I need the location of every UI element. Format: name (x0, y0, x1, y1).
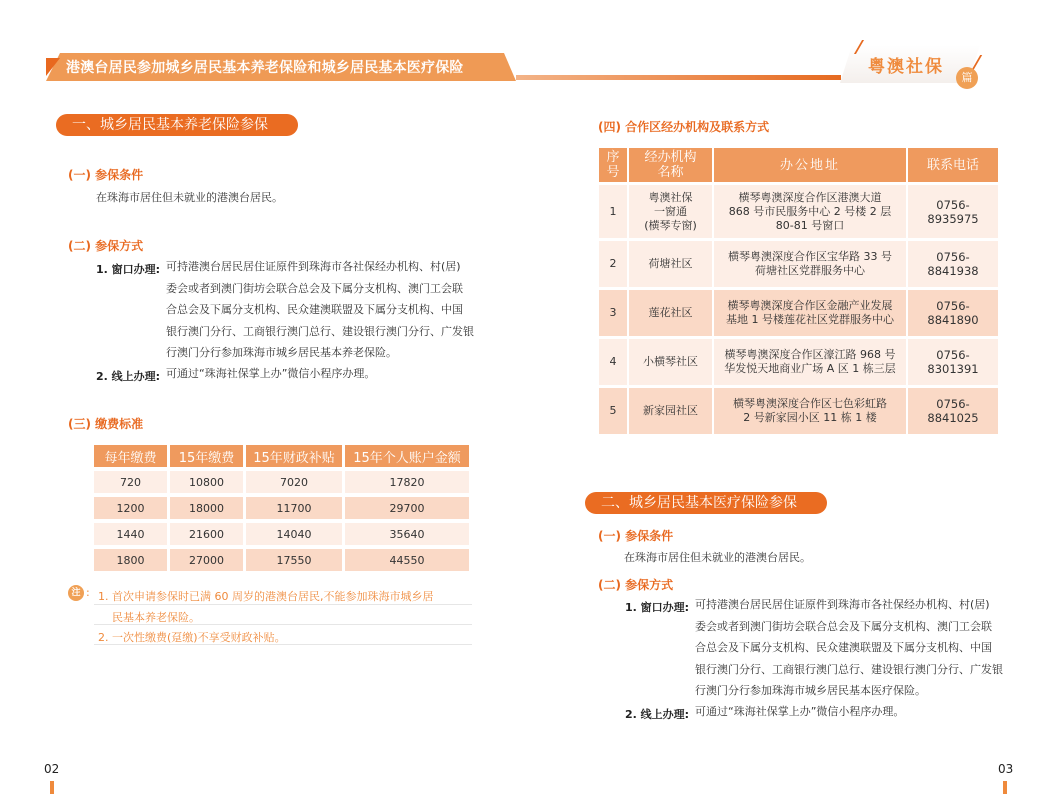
col-header-agency: 经办机构 名称 (629, 148, 712, 182)
row-address: 横琴粤澳深度合作区宝华路 33 号 荷塘社区党群服务中心 (714, 241, 906, 287)
agency-heading: (四) 合作区经办机构及联系方式 (598, 120, 770, 134)
table-row (599, 185, 998, 238)
page-number-right: 03 (998, 762, 1014, 776)
medical-method-heading: (二) 参保方式 (598, 578, 674, 592)
table-row: 720 10800 7020 17820 (94, 471, 469, 493)
table-row: 1200 18000 11700 29700 (94, 497, 469, 519)
page-number-left: 02 (44, 762, 60, 776)
note-colon: : (86, 586, 90, 599)
table-row: 1440 21600 14040 35640 (94, 523, 469, 545)
col-header-address: 办公地址 (714, 148, 906, 182)
table-row: 1800 27000 17550 44550 (94, 549, 469, 571)
medical-online-text: 可通过“珠海社保掌上办”微信小程序办理。 (695, 705, 905, 718)
row-phone: 0756-8841025 (908, 388, 998, 434)
note-divider (94, 624, 472, 625)
row-agency: 莲花社区 (629, 290, 712, 336)
row-agency: 荷塘社区 (629, 241, 712, 287)
note-line-1: 1. 首次申请参保时已满 60 周岁的港澳台居民,不能参加珠海市城乡居 (98, 590, 434, 603)
row-no: 4 (599, 339, 627, 385)
row-no: 5 (599, 388, 627, 434)
agency-contact-table (597, 145, 1000, 437)
row-agency: 粤澳社保 一窗通 (横琴专窗) (629, 185, 712, 238)
document-title: 港澳台居民参加城乡居民基本养老保险和城乡居民基本医疗保险 (66, 60, 464, 76)
header-rule (516, 75, 841, 80)
row-address: 横琴粤澳深度合作区金融产业发展 基地 1 号楼莲花社区党群服务中心 (714, 290, 906, 336)
medical-window-text: 可持港澳台居民居住证原件到珠海市各社保经办机构、村(居) 委会或者到澳门街坊会联合总会及下属分支机构、澳门工会联 合总会及下属分支机构、民众建澳联盟及下属分支机构、中国 银行澳门分行、工商银行澳门总行、建设银行澳门分行、广发银 行澳门分行参加珠海市城乡居民基本医疗保险。 (695, 598, 1003, 697)
page-marker-right (1003, 781, 1007, 794)
section-title-medical: 二、城乡居民基本医疗保险参保 (585, 492, 827, 514)
table-header-row (94, 445, 469, 467)
col-header: 每年缴费 (94, 445, 167, 467)
note-divider (94, 604, 472, 605)
medical-eligibility-text: 在珠海市居住但未就业的港澳台居民。 (624, 551, 811, 564)
note-line-2: 2. 一次性缴费(趸缴)不享受财政补贴。 (98, 631, 286, 644)
page-marker-left (50, 781, 54, 794)
series-badge-suffix: 篇 (956, 67, 978, 89)
row-phone: 0756-8841890 (908, 290, 998, 336)
col-header: 15年缴费 (170, 445, 243, 467)
col-header-phone: 联系电话 (908, 148, 998, 182)
row-agency: 小横琴社区 (629, 339, 712, 385)
pension-online-label: 2. 线上办理: (96, 370, 161, 383)
col-header: 15年个人账户金额 (345, 445, 469, 467)
row-no: 1 (599, 185, 627, 238)
series-badge-text: 粤澳社保 (868, 57, 944, 77)
table-row (599, 339, 998, 385)
pension-eligibility-text: 在珠海市居住但未就业的港澳台居民。 (96, 191, 283, 204)
row-phone: 0756-8301391 (908, 339, 998, 385)
pension-online-text: 可通过“珠海社保掌上办”微信小程序办理。 (166, 367, 376, 380)
table-header-row (599, 148, 998, 182)
medical-online-label: 2. 线上办理: (625, 708, 690, 721)
section-title-pension: 一、城乡居民基本养老保险参保 (56, 114, 298, 136)
fee-standard-heading: (三) 缴费标准 (68, 417, 144, 431)
note-line-1-cont: 民基本养老保险。 (112, 611, 200, 624)
medical-eligibility-heading: (一) 参保条件 (598, 529, 674, 543)
pension-eligibility-heading: (一) 参保条件 (68, 168, 144, 182)
row-address: 横琴粤澳深度合作区港澳大道 868 号市民服务中心 2 号楼 2 层 80-81 号窗口 (714, 185, 906, 238)
row-address: 横琴粤澳深度合作区濠江路 968 号 华发悦天地商业广场 A 区 1 栋三层 (714, 339, 906, 385)
table-row (599, 241, 998, 287)
table-row (599, 290, 998, 336)
medical-window-label: 1. 窗口办理: (625, 601, 690, 614)
pension-method-heading: (二) 参保方式 (68, 239, 144, 253)
row-no: 2 (599, 241, 627, 287)
note-icon: 注 (68, 585, 84, 601)
fee-standard-table (91, 441, 472, 575)
note-divider (94, 644, 472, 645)
row-phone: 0756-8935975 (908, 185, 998, 238)
pension-window-text: 可持港澳台居民居住证原件到珠海市各社保经办机构、村(居) 委会或者到澳门街坊会联合总会及下属分支机构、澳门工会联 合总会及下属分支机构、民众建澳联盟及下属分支机构、中国 银行澳门分行、工商银行澳门总行、建设银行澳门分行、广发银 行澳门分行参加珠海市城乡居民基本养老保险。 (166, 260, 474, 359)
col-header-no: 序 号 (599, 148, 627, 182)
table-row (599, 388, 998, 434)
row-no: 3 (599, 290, 627, 336)
row-phone: 0756-8841938 (908, 241, 998, 287)
row-address: 横琴粤澳深度合作区七色彩虹路 2 号新家园小区 11 栋 1 楼 (714, 388, 906, 434)
pension-window-label: 1. 窗口办理: (96, 263, 161, 276)
col-header: 15年财政补贴 (246, 445, 342, 467)
row-agency: 新家园社区 (629, 388, 712, 434)
